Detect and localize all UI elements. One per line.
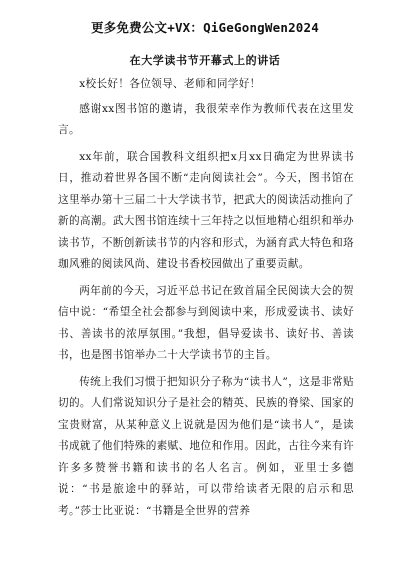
document-body: [58, 74, 354, 527]
promo-banner: 更多免费公文+VX：QiGeGongWen2024: [91, 20, 319, 35]
paragraph-scholars: 传统上我们习惯于把知识分子称为“读书人”，这是非常贴切的。人们常说知识分子是社会的精英、民族的脊梁、国家的宝贵财富，从某种意义上说就是因为他们是“读书人”，是读书成就了他们特殊的素赋、地位和作用。因此，古往今来有许许多多赞誉书籍和读书的名人名言。例如，亚里士多德说：“书是旅途中的驿站，可以带给读者无限的启示和思考。”莎士比亚说：“书籍是全世界的营养: [58, 375, 354, 517]
paragraph-reading-day: xx年前，联合国教科文组织把x月xx日确定为世界读书日，推动着世界各国不断“走向阅读社会”。今天，图书馆在这里举办第十三届二十大学读书节，把武大的阅读活动推向了新的高潮。武大图书馆连续十三年持之以恒地精心组织和举办读书节，不断创新读书节的内容和形式，为涵育武大特色和珞珈风雅的阅读风尚、建设书香校园做出了重要贡献。: [58, 150, 354, 270]
paragraph-thanks: 感谢xx图书馆的邀请，我很荣幸作为教师代表在这里发言。: [58, 102, 354, 136]
paragraph-letter: 两年前的今天，习近平总书记在致首届全民阅读大会的贺信中说：“希望全社会都参与到阅读中来，形成爱读书、读好书、善读书的浓厚氛围。”我想，倡导爱读书、读好书、善读书，也是图书馆举办二十大学读书节的主旨。: [58, 284, 354, 361]
paragraph-greeting: x校长好！各位领导、老师和同学好！: [79, 78, 261, 90]
document-title: 在大学读书节开幕式上的讲话: [129, 54, 281, 67]
